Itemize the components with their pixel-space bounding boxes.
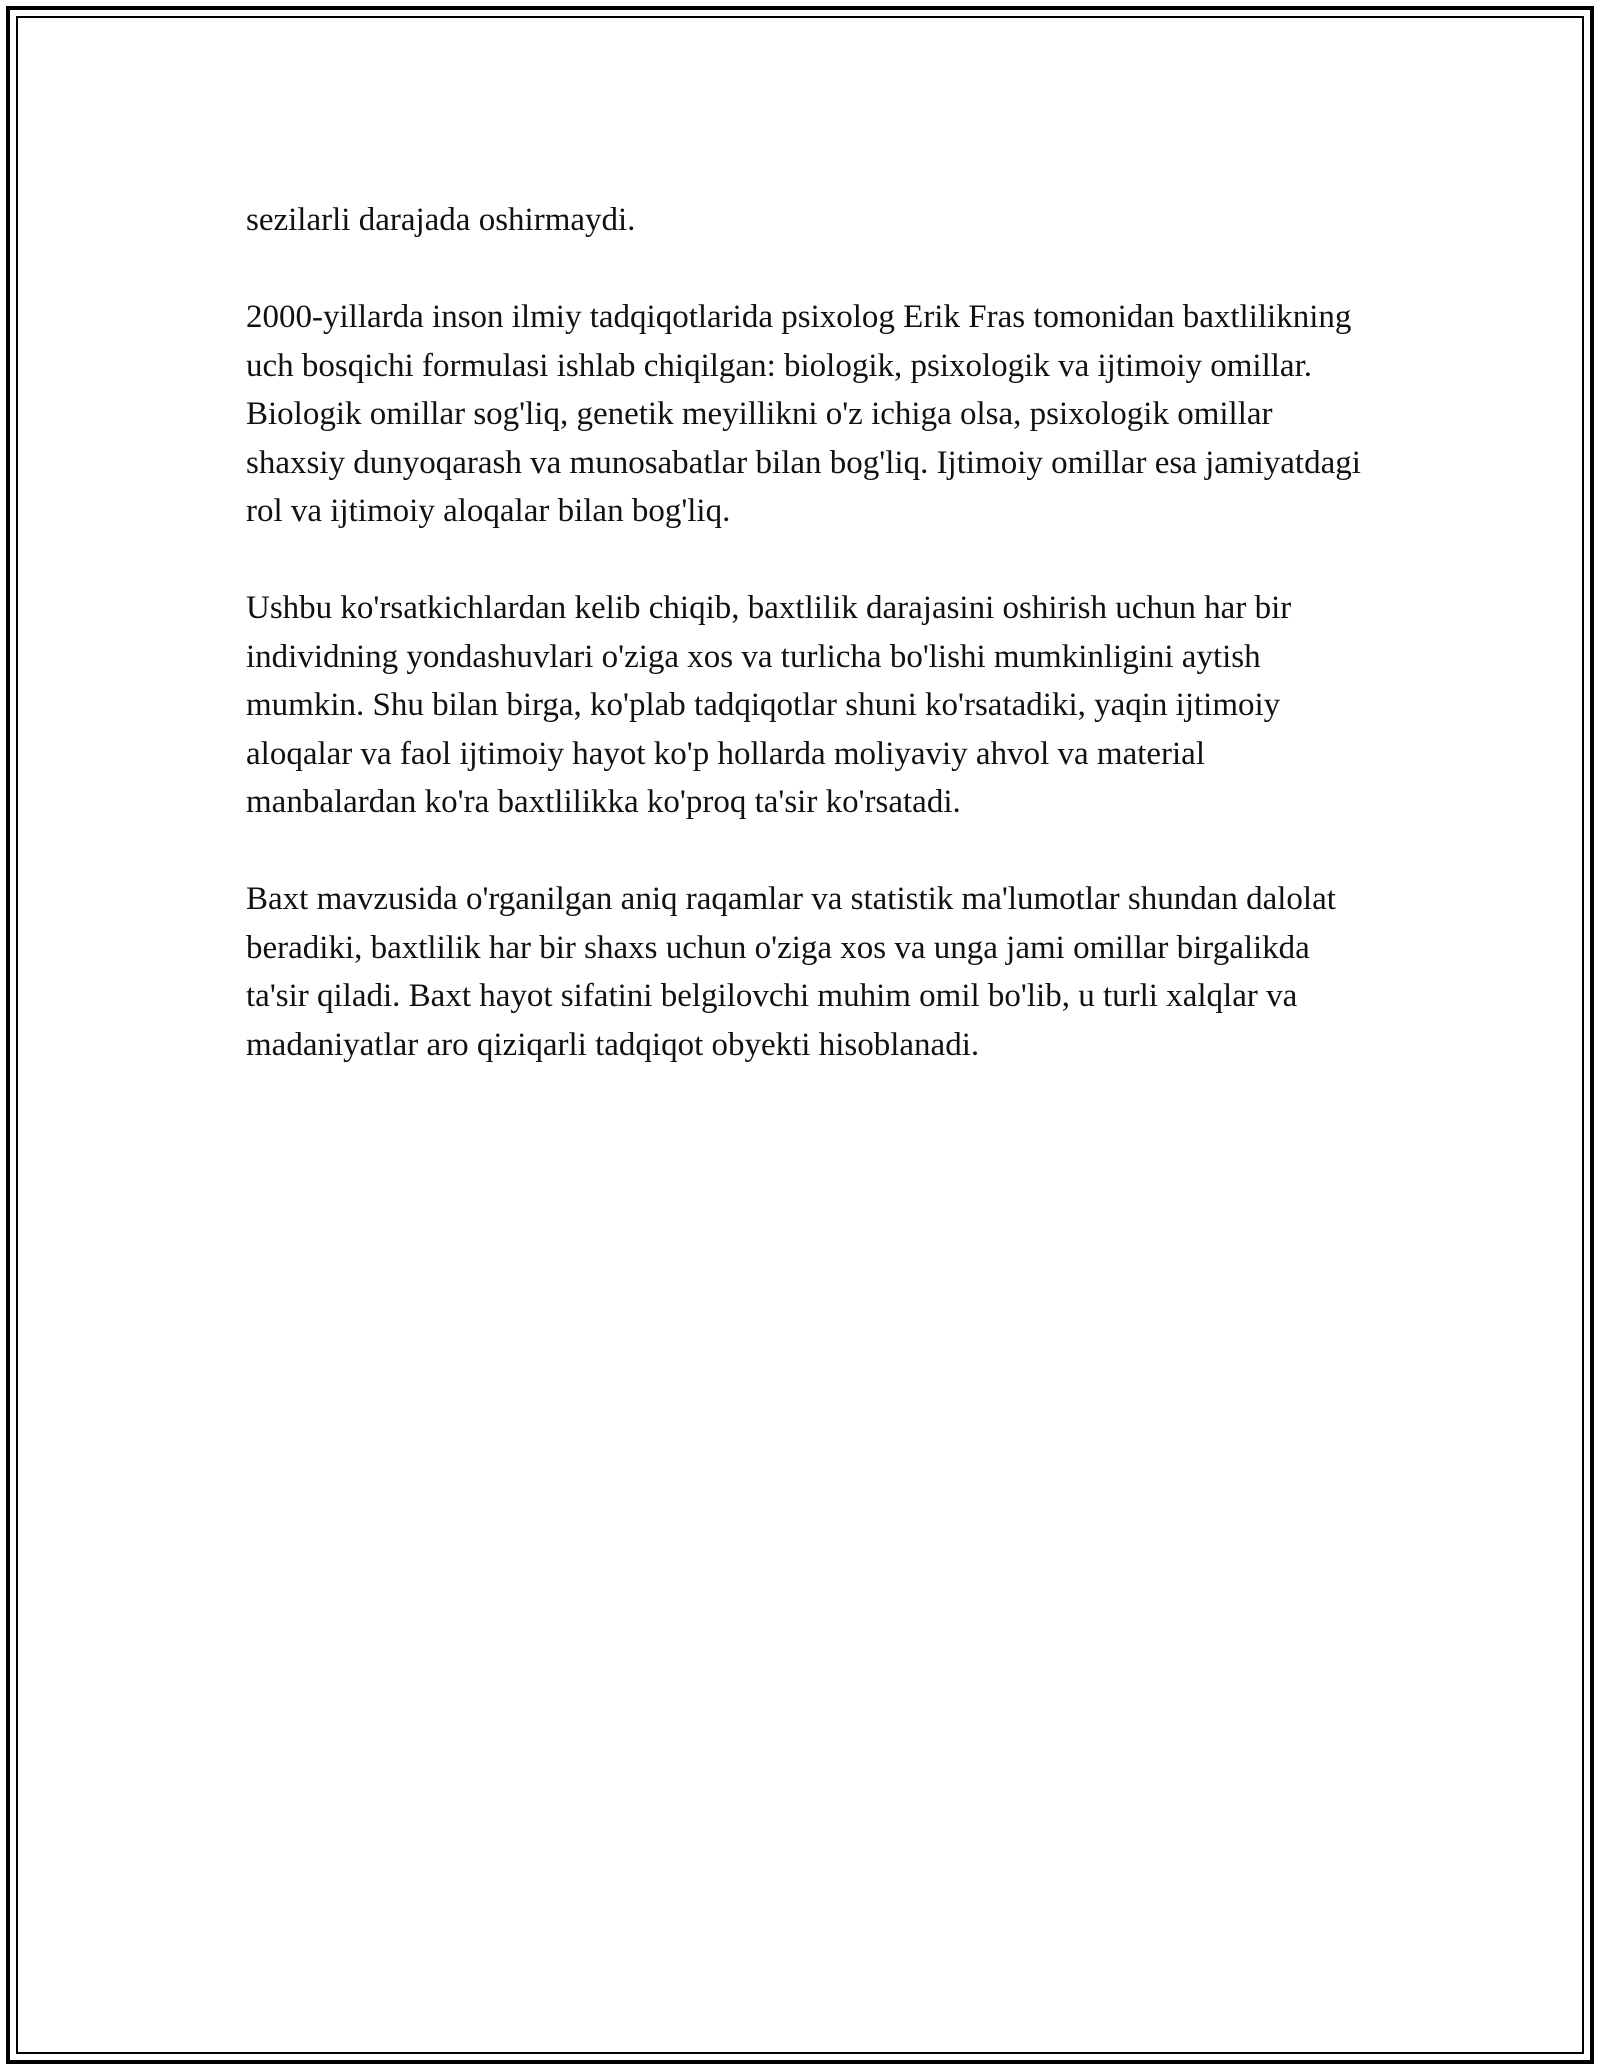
paragraph: Ushbu ko'rsatkichlardan kelib chiqib, baxtlilik darajasini oshirish uchun har bir individning yondashuvlari o'ziga xos va turlicha bo'lishi mumkinligini aytish mumkin. Shu bilan birga, ko'plab tadqiqotlar shuni ko'rsatadiki, yaqin ijtimoiy aloqalar va faol ijtimoiy hayot ko'p hollarda moliyaviy ahvol va material manbalardan ko'ra baxtlilikka ko'proq ta'sir ko'rsatadi. (246, 590, 1292, 820)
page-border (6, 6, 1594, 2064)
paragraph: Baxt mavzusida o'rganilgan aniq raqamlar va statistik ma'lumotlar shundan dalolat beradiki, baxtlilik har bir shaxs uchun o'ziga xos va unga jami omillar birgalikda ta'sir qiladi. Baxt hayot sifatini belgilovchi muhim omil bo'lib, u turli xalqlar va madaniyatlar aro qiziqarli tadqiqot obyekti hisoblanadi. (246, 881, 1336, 1063)
paragraph: 2000-yillarda inson ilmiy tadqiqotlarida psixolog Erik Fras tomonidan baxtlilikning uch bosqichi formulasi ishlab chiqilgan: biologik, psixologik va ijtimoiy omillar. Biologik omillar sog'liq, genetik meyillikni o'z ichiga olsa, psixologik omillar shaxsiy dunyoqarash va munosabatlar bilan bog'liq. Ijtimoiy omillar esa jamiyatdagi rol va ijtimoiy aloqalar bilan bog'liq. (246, 299, 1361, 529)
paragraph: sezilarli darajada oshirmaydi. (246, 202, 636, 238)
document-body (246, 196, 1376, 1118)
